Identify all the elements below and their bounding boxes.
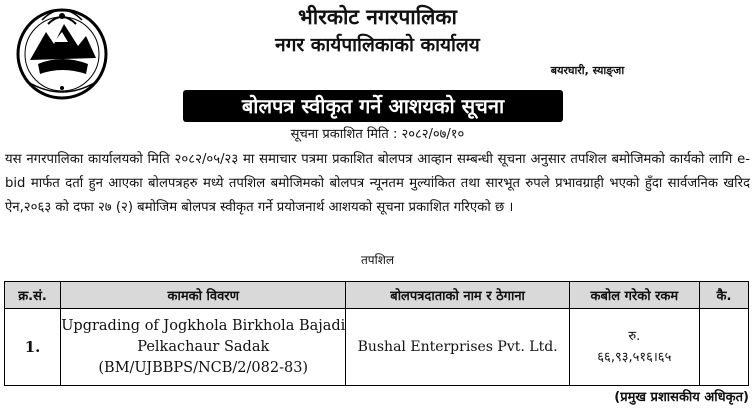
work-description-line: Upgrading of Jogkhola Birkhola Bajadi [61, 317, 346, 334]
published-date: सूचना प्रकाशित मिति : २०८२/०७/१० [290, 127, 465, 142]
column-header-bidder: बोलपत्रदाताको नाम र ठेगाना [346, 282, 569, 309]
column-header-remarks: कै. [699, 282, 748, 309]
work-description-line: Pelkachaur Sadak [137, 338, 270, 355]
office-address: बयरघारी, स्याङ्जा [550, 64, 625, 77]
amount-value: ६६,९३,५१६।६५ [597, 350, 672, 365]
column-header-work-description: कामको विवरण [61, 282, 346, 309]
notice-title: बोलपत्र स्वीकृत गर्ने आशयको सूचना [183, 90, 563, 122]
table-header-row [5, 282, 749, 309]
column-header-amount: कबोल गरेको रकम [569, 282, 699, 309]
bid-table [4, 281, 749, 386]
notice-body: यस नगरपालिका कार्यालयको मिति २०८२/०५/२३ मा समाचार पत्रमा प्रकाशित बोलपत्र आव्हान सम्बन्धी सूचना अनुसार तपशिल बमोजिमको कार्यको लागि e-bid मार्फत दर्ता हुन आएका बोलपत्रहरु मध्ये तपशिल बमोजिमको बोलपत्र न्यूनतम मुल्यांकित तथा सारभूत रुपले प्रभावग्राही भएको हुँदा सार्वजनिक खरिद ऐन,२०६३ को दफा २७ (२) बमोजिम बोलपत्र स्वीकृत गर्ने प्रयोजनार्थ आशयको सूचना प्रकाशित गरिएको छ । [5, 152, 750, 215]
work-description-line: (BM/UJBBPS/NCB/2/082-83) [98, 359, 309, 376]
column-header-serial: क्र.सं. [5, 282, 61, 309]
remarks-cell [699, 309, 748, 386]
serial-number: 1. [5, 309, 61, 386]
office-name: नगर कार्यपालिकाको कार्यालय [275, 34, 480, 56]
table-row [5, 309, 749, 386]
bidder-name: Bushal Enterprises Pvt. Ltd. [346, 309, 569, 386]
details-heading: तपशिल [360, 253, 395, 267]
work-description [61, 309, 346, 386]
organization-name: भीरकोट नगरपालिका [298, 4, 457, 29]
bid-amount [569, 309, 699, 386]
amount-currency: रु. [628, 329, 641, 344]
signature-designation: (प्रमुख प्रशासकीय अधिकृत) [614, 390, 749, 405]
